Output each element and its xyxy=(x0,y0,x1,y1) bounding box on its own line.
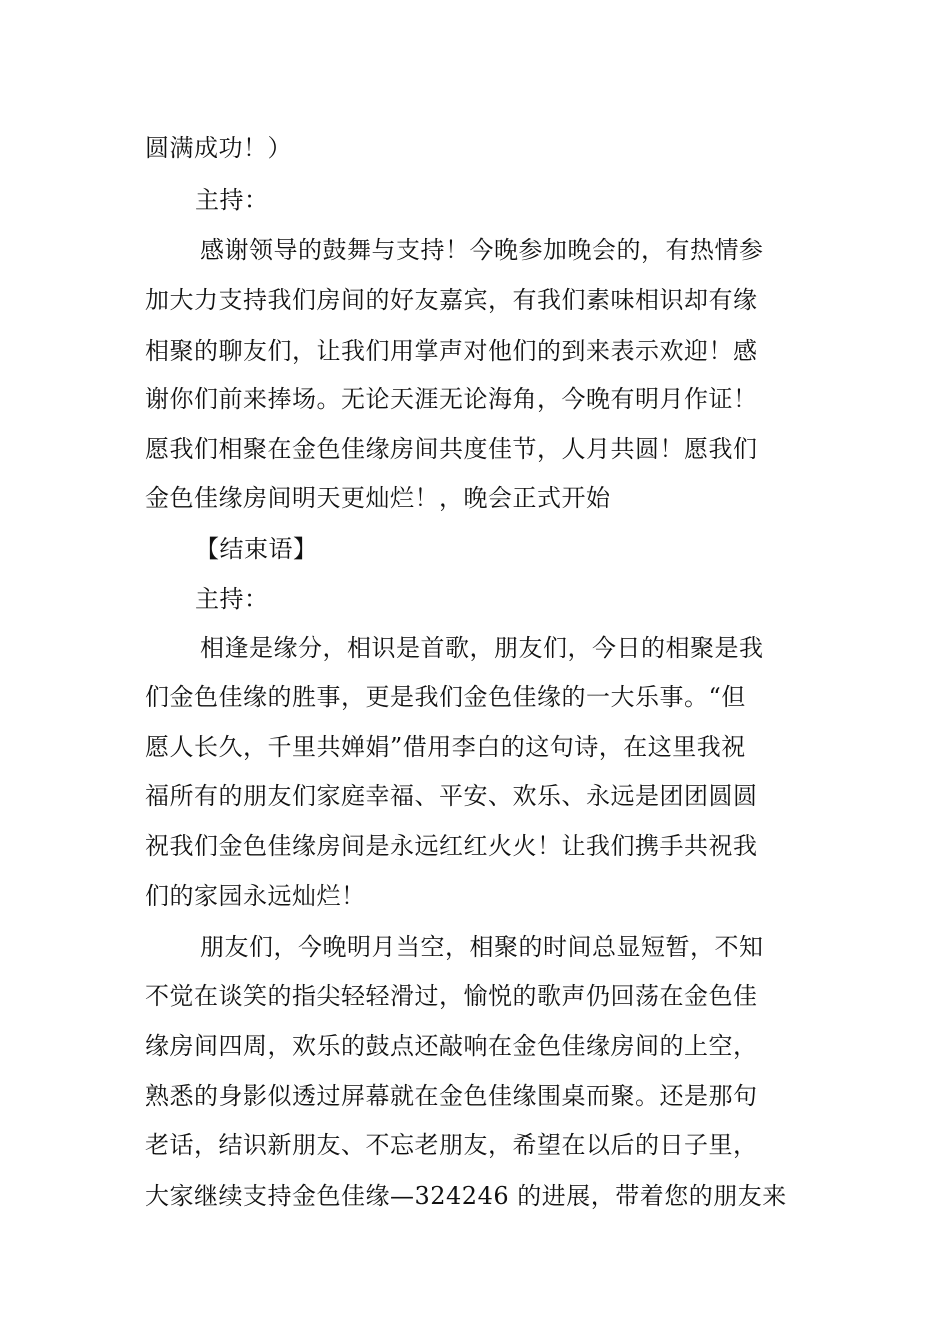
text-line: 相逢是缘分，相识是首歌，朋友们，今日的相聚是我 xyxy=(200,634,764,662)
text-line: 祝我们金色佳缘房间是永远红红火火！让我们携手共祝我 xyxy=(145,832,758,860)
text-line: 谢你们前来捧场。无论天涯无论海角，今晚有明月作证！ xyxy=(145,385,758,413)
text-line: 愿我们相聚在金色佳缘房间共度佳节，人月共圆！愿我们 xyxy=(145,435,758,463)
text-line: 主持： xyxy=(195,585,269,613)
text-line: 相聚的聊友们，让我们用掌声对他们的到来表示欢迎！感 xyxy=(145,337,758,365)
text-line: 们的家园永远灿烂！ xyxy=(145,882,366,910)
text-line: 感谢领导的鼓舞与支持！今晚参加晚会的，有热情参 xyxy=(200,236,764,264)
text-line: 老话，结识新朋友、不忘老朋友，希望在以后的日子里， xyxy=(145,1131,758,1159)
text-line: 不觉在谈笑的指尖轻轻滑过，愉悦的歌声仍回荡在金色佳 xyxy=(145,982,758,1010)
text-line: 朋友们，今晚明月当空，相聚的时间总显短暂，不知 xyxy=(200,933,764,961)
text-line: 金色佳缘房间明天更灿烂！，晚会正式开始 xyxy=(145,484,611,512)
text-line: 福所有的朋友们家庭幸福、平安、欢乐、永远是团团圆圆 xyxy=(145,782,758,810)
text-line: 圆满成功！） xyxy=(145,134,292,162)
text-line: 大家继续支持金色佳缘—324246 的进展，带着您的朋友来 xyxy=(145,1182,787,1210)
text-line: 们金色佳缘的胜事，更是我们金色佳缘的一大乐事。“但 xyxy=(145,683,746,711)
text-line: 愿人长久，千里共婵娟”借用李白的这句诗，在这里我祝 xyxy=(145,733,746,761)
text-line: 熟悉的身影似透过屏幕就在金色佳缘围桌而聚。还是那句 xyxy=(145,1082,758,1110)
text-line: 加大力支持我们房间的好友嘉宾，有我们素味相识却有缘 xyxy=(145,286,758,314)
text-line: 缘房间四周，欢乐的鼓点还敲响在金色佳缘房间的上空， xyxy=(145,1032,758,1060)
section-heading: 【结束语】 xyxy=(195,535,318,563)
text-line: 主持： xyxy=(195,186,269,214)
